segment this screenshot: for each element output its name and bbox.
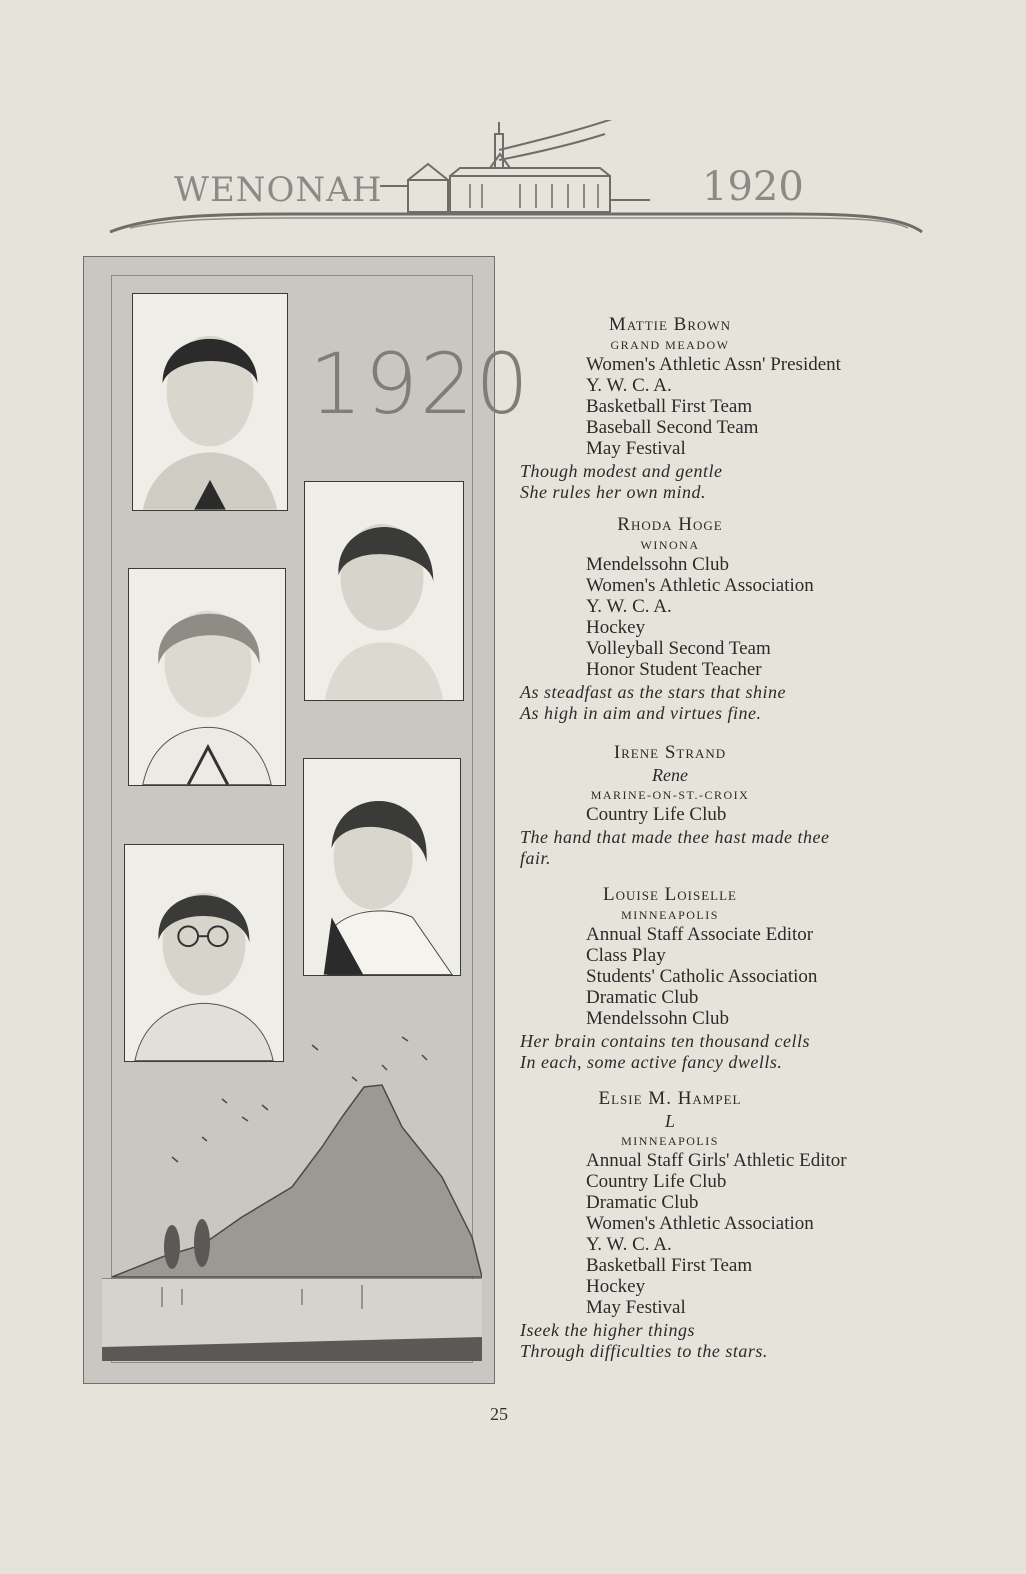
header-year: 1920 [702,164,804,210]
portrait-rhoda-hoge [304,481,464,701]
portrait-photo-icon [133,294,287,510]
activity-item: Dramatic Club [586,1192,699,1213]
quote-line: She rules her own mind. [520,482,706,502]
student-nickname: Rene [652,765,688,785]
portrait-mattie-brown [132,293,288,511]
portrait-photo-icon [129,569,285,785]
student-quote [520,827,920,869]
portrait-photo-icon [305,482,463,700]
portrait-irene-strand [128,568,286,786]
portrait-photo-icon [304,759,460,975]
activity-item: May Festival [586,438,686,459]
page-number: 25 [490,1404,508,1424]
quote-line: In each, some active fancy dwells. [520,1052,783,1072]
student-quote [520,682,920,724]
activity-list [520,554,920,680]
activity-list [520,354,920,459]
student-hometown: MINNEAPOLIS [621,1134,719,1148]
activity-item: Dramatic Club [586,987,699,1008]
activity-item: Annual Staff Girls' Athletic Editor [586,1150,847,1171]
activity-item: Women's Athletic Association [586,1213,814,1234]
quote-line: As high in aim and virtues fine. [520,703,762,723]
quote-line: Her brain contains ten thousand cells [520,1031,810,1051]
entry-irene-strand [520,742,920,869]
quote-line: As steadfast as the stars that shine [520,682,787,702]
student-quote [520,461,920,503]
entry-rhoda-hoge [520,514,920,724]
photo-panel [83,256,531,1384]
activity-item: Basketball First Team [586,1255,753,1276]
activity-item: Annual Staff Associate Editor [586,924,814,945]
activity-item: Basketball First Team [586,396,753,417]
activity-item: Students' Catholic Association [586,966,818,987]
activity-list [520,1150,920,1318]
activity-item: Country Life Club [586,1171,727,1192]
portrait-louise-loiselle [303,758,461,976]
student-hometown: GRAND MEADOW [610,338,730,352]
activity-item: Y. W. C. A. [586,375,672,396]
quote-line: The hand that made thee hast made thee [520,827,830,847]
activity-item: May Festival [586,1297,686,1318]
entry-elsie-m-hampel [520,1088,920,1362]
student-name: Louise Loiselle [603,884,737,905]
student-hometown: MINNEAPOLIS [621,908,719,922]
student-name: Elsie M. Hampel [598,1088,742,1109]
student-nickname: L [664,1111,675,1131]
activity-item: Baseball Second Team [586,417,759,438]
page-header [90,120,930,240]
landscape-illustration [102,1017,482,1361]
student-quote [520,1320,920,1362]
activity-item: Honor Student Teacher [586,659,762,680]
activity-item: Country Life Club [586,804,727,825]
activity-item: Y. W. C. A. [586,596,672,617]
panel-year: 1920 [309,335,531,433]
student-name: Irene Strand [613,742,727,763]
activity-item: Women's Athletic Assn' President [586,354,841,375]
activity-list [520,924,920,1029]
activity-item: Volleyball Second Team [586,638,771,659]
activity-item: Y. W. C. A. [586,1234,672,1255]
yearbook-title: WENONAH [174,170,383,210]
activity-item: Mendelssohn Club [586,1008,730,1029]
activity-item: Hockey [586,1276,646,1297]
activity-item: Class Play [586,945,666,966]
activity-list [520,804,920,825]
student-quote [520,1031,920,1073]
quote-line: fair. [520,848,552,868]
student-hometown: MARINE-ON-ST.-CROIX [590,788,750,802]
activity-item: Mendelssohn Club [586,554,730,575]
entry-louise-loiselle [520,884,920,1073]
entry-mattie-brown [520,314,920,503]
student-name: Rhoda Hoge [617,514,723,535]
activity-item: Women's Athletic Association [586,575,814,596]
quote-line: Though modest and gentle [520,461,723,481]
student-name: Mattie Brown [608,314,732,335]
student-hometown: WINONA [640,538,700,552]
quote-line: Iseek the higher things [520,1320,695,1340]
quote-line: Through difficulties to the stars. [520,1341,768,1361]
activity-item: Hockey [586,617,646,638]
